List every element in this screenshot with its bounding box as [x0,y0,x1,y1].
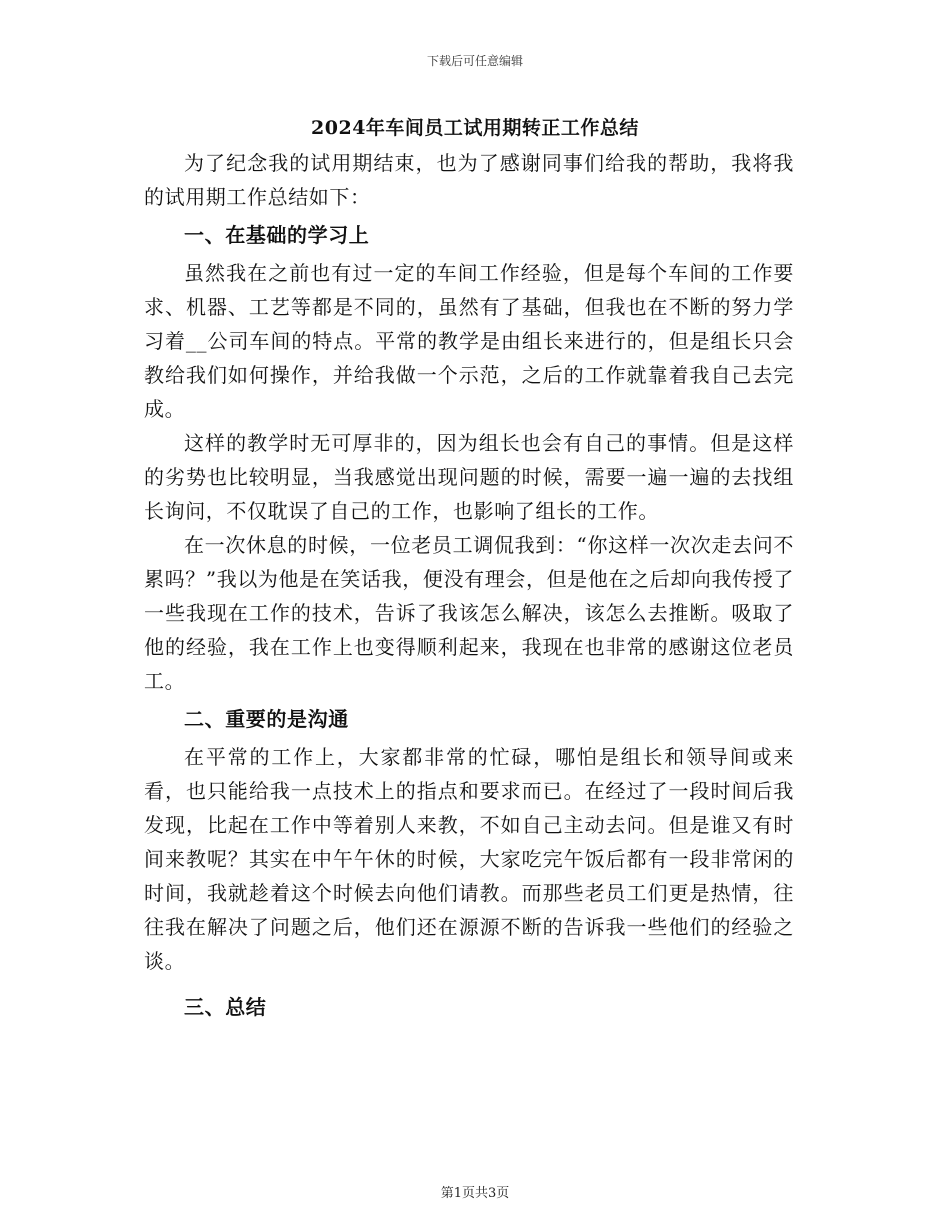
intro-paragraph: 为了纪念我的试用期结束，也为了感谢同事们给我的帮助，我将我的试用期工作总结如下： [144,151,794,209]
page-header: 下载后可任意编辑 [426,54,523,68]
section-2-heading: 二、重要的是沟通 [184,707,349,731]
document-body [144,146,794,1028]
document-title: 2024年车间员工试用期转正工作总结 [311,117,639,139]
section-3-heading: 三、总结 [184,995,267,1019]
section-2-paragraph-1: 在平常的工作上，大家都非常的忙碌，哪怕是组长和领导间或来看，也只能给我一点技术上的指点和要求而已。在经过了一段时间后我发现，比起在工作中等着别人来教，不如自己主动去问。但是谁又有时间来教呢？其实在中午午休的时候，大家吃完午饭后都有一段非常闲的时间，我就趁着这个时候去向他们请教。而那些老员工们更是热情，往往我在解决了问题之后，他们还在源源不断的告诉我一些他们的经验之谈。 [144,745,794,973]
section-1-paragraph-1: 虽然我在之前也有过一定的车间工作经验，但是每个车间的工作要求、机器、工艺等都是不同的，虽然有了基础，但我也在不断的努力学习着__公司车间的特点。平常的教学是由组长来进行的，但是组长只会教给我们如何操作，并给我做一个示范，之后的工作就靠着我自己去完成。 [144,261,794,421]
section-1-paragraph-2: 这样的教学时无可厚非的，因为组长也会有自己的事情。但是这样的劣势也比较明显，当我感觉出现问题的时候，需要一遍一遍的去找组长询问，不仅耽误了自己的工作，也影响了组长的工作。 [144,431,794,523]
section-1-paragraph-3: 在一次休息的时候，一位老员工调侃我到：“你这样一次次走去问不累吗？”我以为他是在笑话我，便没有理会，但是他在之后却向我传授了一些我现在工作的技术，告诉了我该怎么解决，该怎么去推断。吸取了他的经验，我在工作上也变得顺利起来，我现在也非常的感谢这位老员工。 [144,533,794,693]
page-footer: 第1页共3页 [440,1186,510,1201]
section-1-heading: 一、在基础的学习上 [184,223,370,247]
